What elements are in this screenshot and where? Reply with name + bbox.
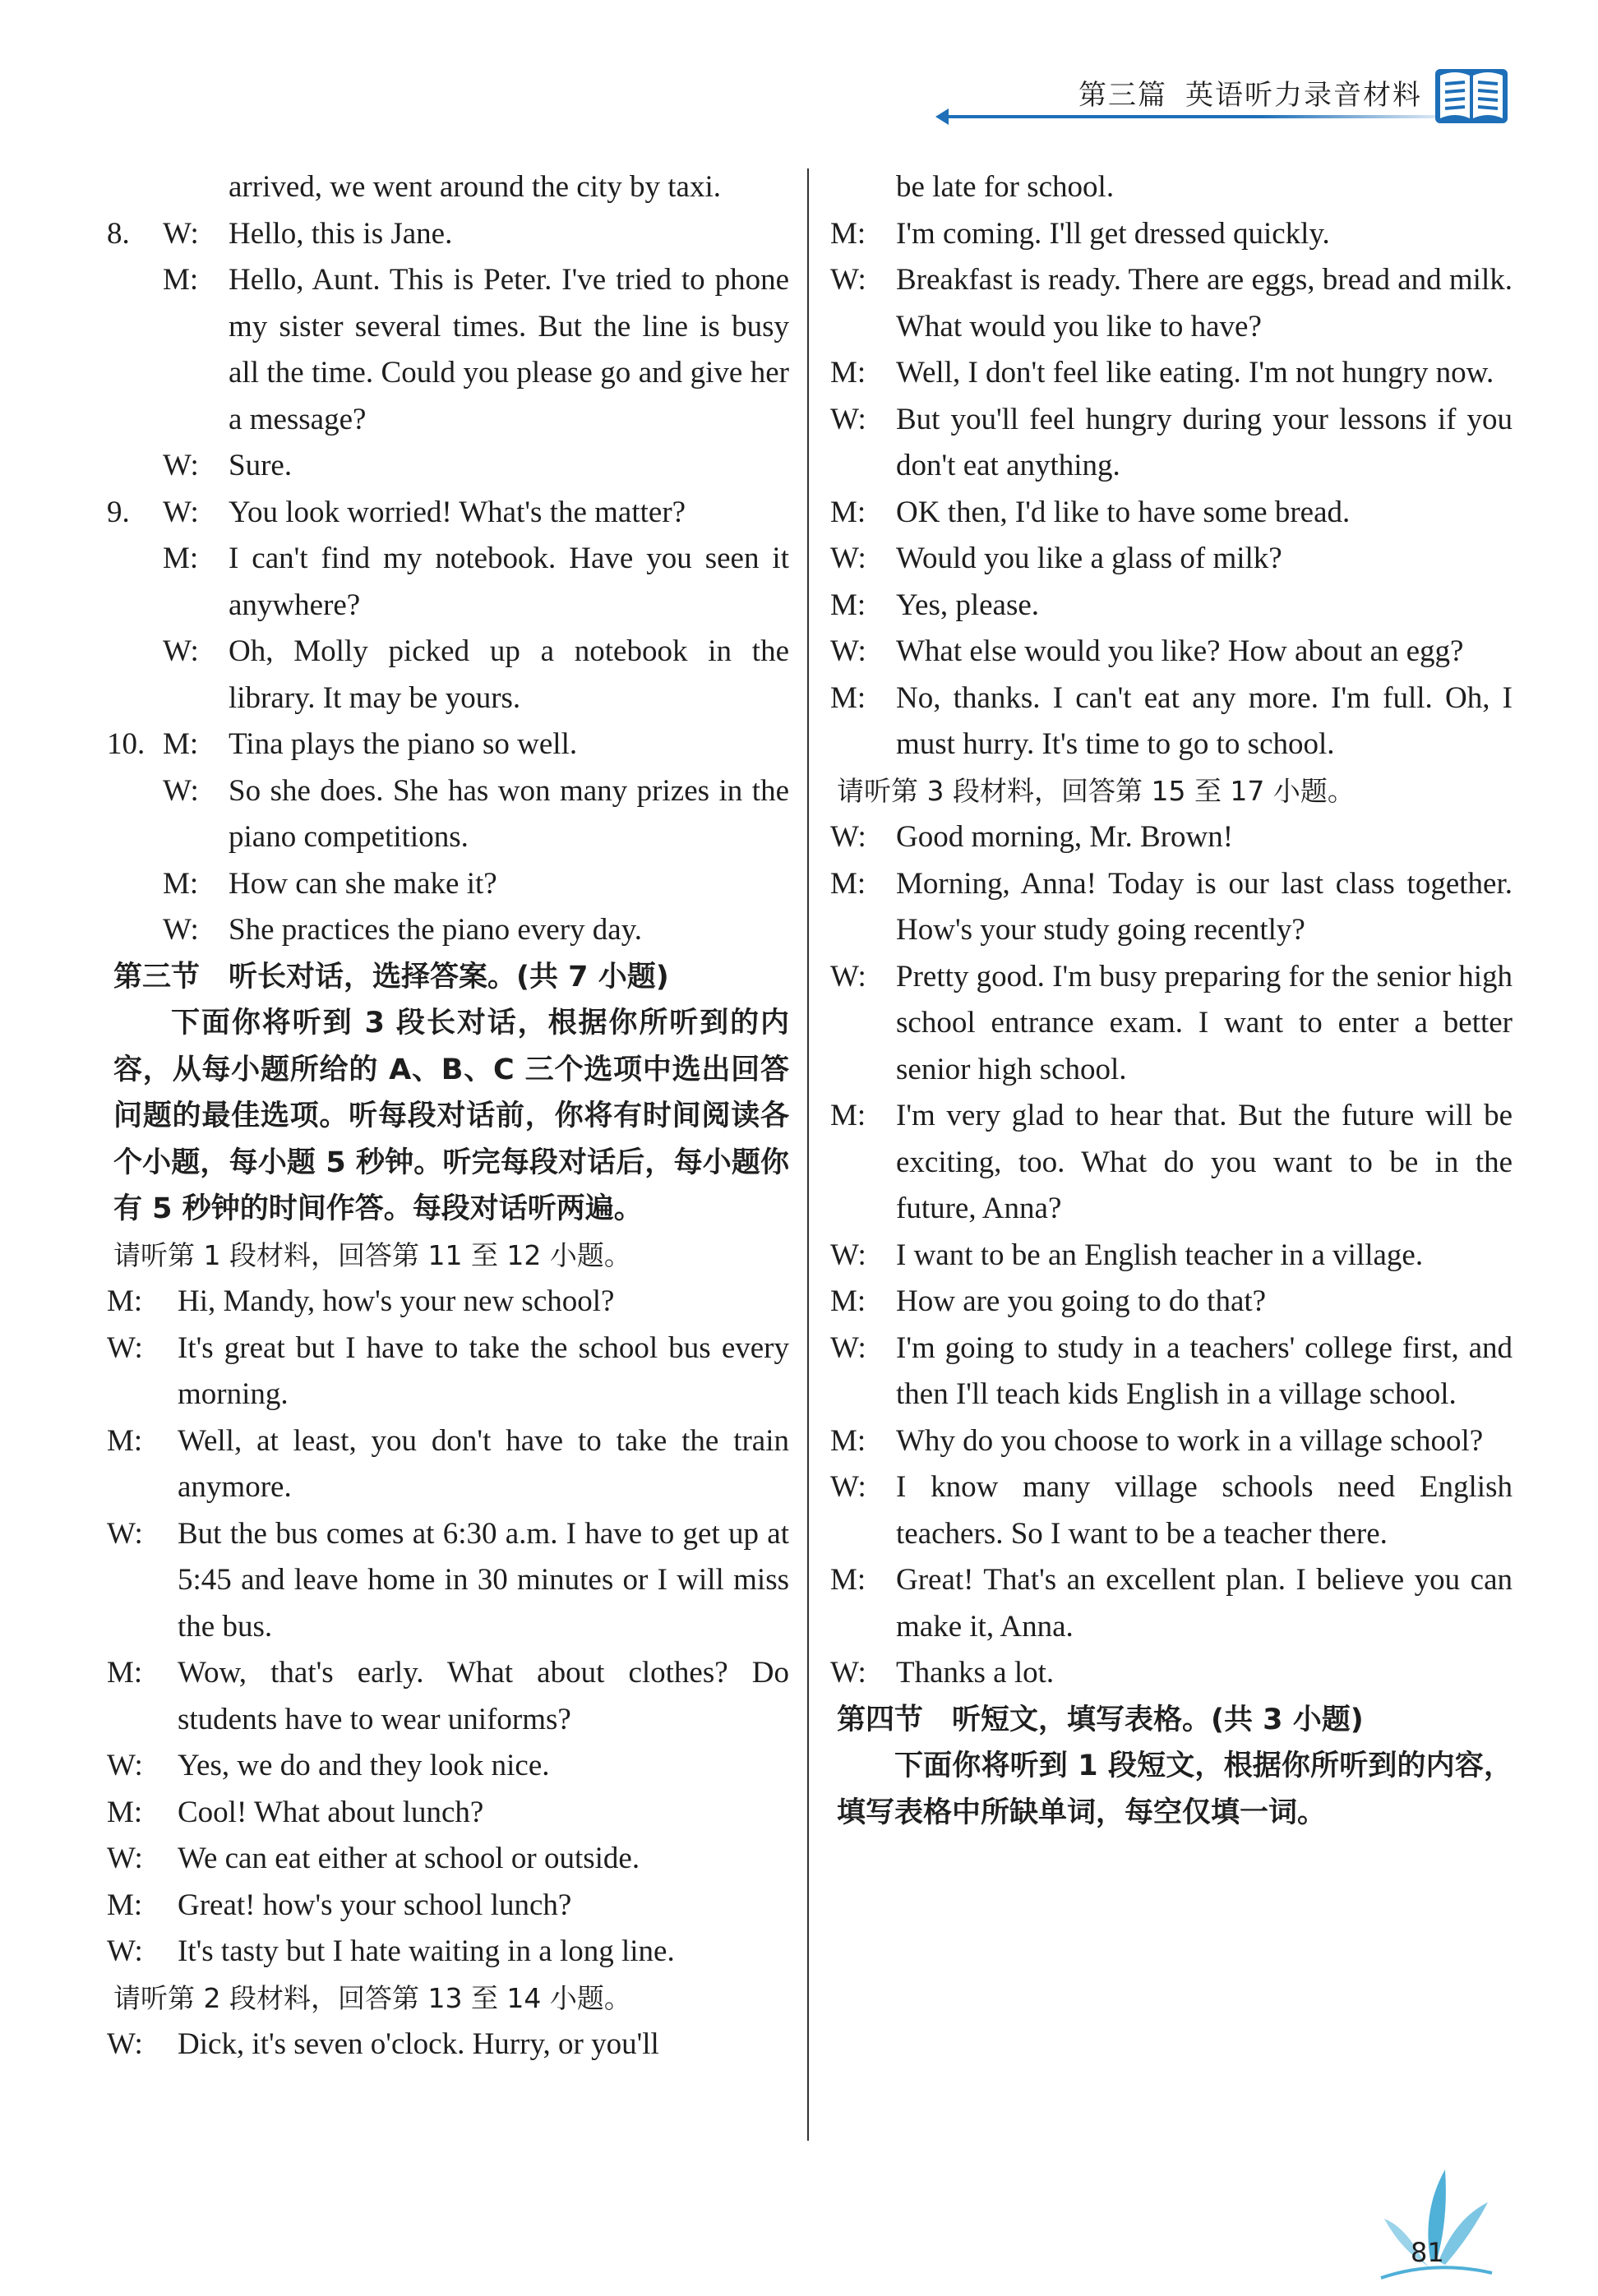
speaker-label: M:: [107, 1423, 143, 1458]
dialogue-line: [830, 397, 1513, 490]
page-header: [945, 66, 1521, 123]
material-1-instruction: 请听第 1 段材料，回答第 11 至 12 小题。: [113, 1238, 631, 1271]
speaker-label: W:: [830, 1330, 866, 1365]
dialogue-text: Sure.: [229, 449, 293, 482]
dialogue-line: [830, 814, 1513, 861]
dialogue-text: be late for school.: [896, 170, 1115, 204]
dialogue-line: [107, 257, 789, 443]
dialogue-line: [107, 2022, 789, 2068]
speaker-label: W:: [830, 634, 866, 668]
dialogue-line: [830, 1233, 1513, 1279]
speaker-label: W:: [163, 773, 199, 808]
speaker-label: W:: [830, 820, 866, 854]
dialogue-text: Tina plays the piano so well.: [229, 727, 578, 761]
dialogue-line: [107, 861, 789, 908]
dialogue-line: [107, 907, 789, 954]
speaker-label: W:: [163, 634, 199, 668]
dialogue-text: Hello, Aunt. This is Peter. I've tried to phone my sister several times. But the line is busy all the time. Could you please go and give her a message?: [229, 263, 789, 436]
dialogue-text: It's great but I have to take the school bus every morning.: [178, 1330, 789, 1411]
section-3-instructions: 下面你将听到 3 段长对话，根据你所听到的内容，从每小题所给的 A、B、C 三个选项中选出回答问题的最佳选项。听每段对话前，你将有时间阅读各个小题，每小题 5 秒钟。听完每段对话后，每小题你有 5 秒钟的时间作答。每段对话听两遍。: [113, 1007, 789, 1225]
dialogue-text: How can she make it?: [229, 866, 497, 901]
dialogue-text: Great! how's your school lunch?: [178, 1888, 572, 1922]
speaker-label: M:: [830, 495, 866, 529]
dialogue-line: [830, 211, 1513, 258]
dialogue-text: How are you going to do that?: [896, 1284, 1267, 1318]
speaker-label: W:: [830, 1470, 866, 1504]
speaker-label: W:: [830, 542, 866, 575]
question-number: 8.: [107, 216, 130, 251]
dialogue-line: [830, 536, 1513, 583]
dialogue-line: [107, 211, 789, 258]
section-4-title: 第四节 听短文，填写表格。(共 3 小题): [837, 1703, 1364, 1736]
speaker-label: W:: [830, 1238, 866, 1272]
dialogue-text: Would you like a glass of milk?: [896, 542, 1282, 575]
dialogue-line: [830, 1279, 1513, 1326]
dialogue-text: Oh, Molly picked up a notebook in the library. It may be yours.: [229, 634, 789, 715]
dialogue-text: Why do you choose to work in a village school?: [896, 1423, 1484, 1458]
dialogue-line: [107, 629, 789, 722]
open-book-icon: [1430, 61, 1513, 135]
dialogue-text: Well, I don't feel like eating. I'm not hungry now.: [896, 356, 1494, 390]
dialogue-text: Dick, it's seven o'clock. Hurry, or you'll: [178, 2027, 659, 2061]
dialogue-text: Great! That's an excellent plan. I believe you can make it, Anna.: [896, 1563, 1513, 1644]
dialogue-material-1: [107, 1279, 789, 1976]
dialogue-line: [107, 1790, 789, 1837]
dialogue-text: No, thanks. I can't eat any more. I'm full. Oh, I must hurry. It's time to go to school.: [896, 680, 1513, 761]
section-3-title: 第三节 听长对话，选择答案。(共 7 小题): [113, 960, 669, 994]
speaker-label: W:: [107, 1934, 143, 1968]
speaker-label: M:: [830, 1099, 866, 1132]
dialogue-line: [107, 443, 789, 490]
question-number: 9.: [107, 495, 130, 529]
dialogue-line: [107, 490, 789, 537]
dialogue-line: [830, 861, 1513, 954]
dialogue-line: [830, 1326, 1513, 1418]
dialogue-line: [830, 1557, 1513, 1650]
dialogue-material-2-start: [107, 2022, 789, 2068]
speaker-label: W:: [107, 1749, 143, 1782]
speaker-label: W:: [830, 402, 866, 436]
dialogue-text: Cool! What about lunch?: [178, 1795, 484, 1829]
material-2-instruction: 请听第 2 段材料，回答第 13 至 14 小题。: [113, 1981, 631, 2014]
dialogue-text: But you'll feel hungry during your lessons if you don't eat anything.: [896, 402, 1513, 482]
dialogue-text: Well, at least, you don't have to take the train anymore.: [178, 1423, 789, 1504]
speaker-label: W:: [163, 913, 199, 947]
dialogue-text: Good morning, Mr. Brown!: [896, 820, 1234, 854]
header-text: [1060, 72, 1422, 113]
header-rule: [945, 115, 1471, 118]
speaker-label: M:: [107, 1284, 143, 1318]
dialogue-text: But the bus comes at 6:30 a.m. I have to get up at 5:45 and leave home in 30 minutes or I will miss the bus.: [178, 1516, 789, 1644]
header-arrow-icon: [935, 108, 949, 125]
speaker-label: M:: [830, 1284, 866, 1318]
speaker-label: W:: [107, 2027, 143, 2061]
leaf-decoration-icon: [1373, 2137, 1496, 2293]
dialogue-text: We can eat either at school or outside.: [178, 1842, 640, 1875]
speaker-label: W:: [107, 1330, 143, 1365]
speaker-label: M:: [163, 727, 199, 761]
dialogue-text: I'm very glad to hear that. But the future will be exciting, too. What do you want to be in the future, Anna?: [896, 1099, 1513, 1225]
dialogue-text: OK then, I'd like to have some bread.: [896, 495, 1351, 529]
speaker-label: W:: [107, 1842, 143, 1875]
dialogue-line: [830, 164, 1513, 211]
dialogue-line: [107, 1929, 789, 1976]
dialogue-line: [830, 490, 1513, 537]
dialogue-material-3: [830, 814, 1513, 1697]
dialogue-8-10: [107, 164, 789, 954]
dialogue-line: [107, 1279, 789, 1326]
speaker-label: M:: [830, 1423, 866, 1458]
dialogue-text: Yes, we do and they look nice.: [178, 1749, 550, 1782]
dialogue-line: [830, 350, 1513, 397]
dialogue-text: I'm coming. I'll get dressed quickly.: [896, 216, 1330, 251]
speaker-label: M:: [163, 263, 199, 297]
dialogue-text: Yes, please.: [896, 588, 1040, 622]
speaker-label: M:: [830, 680, 866, 715]
dialogue-text: Breakfast is ready. There are eggs, bread and milk. What would you like to have?: [896, 263, 1513, 343]
dialogue-text: She practices the piano every day.: [229, 913, 643, 947]
speaker-label: M:: [830, 866, 866, 901]
section-4-instructions: 下面你将听到 1 段短文，根据你所听到的内容，填写表格中所缺单词，每空仅填一词。: [837, 1750, 1513, 1829]
right-column: [830, 164, 1513, 1836]
dialogue-line: [830, 629, 1513, 675]
speaker-label: M:: [163, 542, 199, 575]
dialogue-line: [830, 257, 1513, 350]
dialogue-text: I want to be an English teacher in a village.: [896, 1238, 1424, 1272]
speaker-label: W:: [163, 449, 199, 482]
page-number: 81: [1411, 2237, 1444, 2268]
dialogue-text: Wow, that's early. What about clothes? Do students have to wear uniforms?: [178, 1656, 789, 1736]
speaker-label: W:: [163, 495, 199, 529]
speaker-label: M:: [830, 216, 866, 251]
speaker-label: M:: [830, 356, 866, 390]
dialogue-text: It's tasty but I hate waiting in a long line.: [178, 1934, 675, 1968]
dialogue-text: So she does. She has won many prizes in the piano competitions.: [229, 773, 789, 854]
column-divider: [807, 168, 809, 2141]
question-number: 10.: [107, 727, 145, 761]
dialogue-line: [107, 1326, 789, 1418]
dialogue-line: [107, 1883, 789, 1929]
dialogue-text: I know many village schools need English teachers. So I want to be a teacher there.: [896, 1470, 1513, 1551]
dialogue-text: Morning, Anna! Today is our last class together. How's your study going recently?: [896, 866, 1513, 947]
speaker-label: M:: [830, 1563, 866, 1597]
dialogue-line: [107, 1836, 789, 1883]
dialogue-text: Thanks a lot.: [896, 1656, 1055, 1690]
dialogue-line: [830, 1093, 1513, 1233]
dialogue-line: [107, 536, 789, 629]
dialogue-line: [830, 954, 1513, 1094]
dialogue-text: Hello, this is Jane.: [229, 216, 453, 251]
speaker-label: W:: [830, 263, 866, 297]
speaker-label: W:: [107, 1516, 143, 1551]
speaker-label: M:: [107, 1656, 143, 1690]
dialogue-line: [107, 164, 789, 211]
dialogue-text: You look worried! What's the matter?: [229, 495, 686, 529]
dialogue-line: [107, 1511, 789, 1651]
speaker-label: M:: [163, 866, 199, 901]
speaker-label: M:: [830, 588, 866, 622]
dialogue-text: I can't find my notebook. Have you seen it anywhere?: [229, 542, 789, 622]
dialogue-line: [107, 722, 789, 768]
dialogue-line: [830, 583, 1513, 629]
speaker-label: M:: [107, 1888, 143, 1922]
header-part: 第三篇: [1078, 79, 1167, 112]
speaker-label: M:: [107, 1795, 143, 1829]
dialogue-line: [107, 1650, 789, 1743]
dialogue-line: [107, 1743, 789, 1790]
dialogue-line: [830, 675, 1513, 768]
dialogue-text: Pretty good. I'm busy preparing for the senior high school entrance exam. I want to enter a better senior high school.: [896, 959, 1513, 1086]
dialogue-material-2-cont: [830, 164, 1513, 768]
speaker-label: W:: [163, 216, 199, 251]
dialogue-line: [107, 768, 789, 861]
speaker-label: W:: [830, 1656, 866, 1690]
header-title: 英语听力录音材料: [1185, 79, 1422, 112]
dialogue-line: [830, 1418, 1513, 1465]
speaker-label: W:: [830, 959, 866, 994]
dialogue-text: Hi, Mandy, how's your new school?: [178, 1284, 615, 1318]
dialogue-text: What else would you like? How about an egg?: [896, 634, 1464, 668]
dialogue-text: arrived, we went around the city by taxi.: [229, 170, 721, 204]
dialogue-line: [830, 1650, 1513, 1697]
dialogue-line: [107, 1418, 789, 1511]
left-column: [107, 164, 789, 2068]
dialogue-line: [830, 1464, 1513, 1557]
material-3-instruction: 请听第 3 段材料，回答第 15 至 17 小题。: [837, 774, 1355, 807]
dialogue-text: I'm going to study in a teachers' college first, and then I'll teach kids English in a village school.: [896, 1330, 1513, 1411]
